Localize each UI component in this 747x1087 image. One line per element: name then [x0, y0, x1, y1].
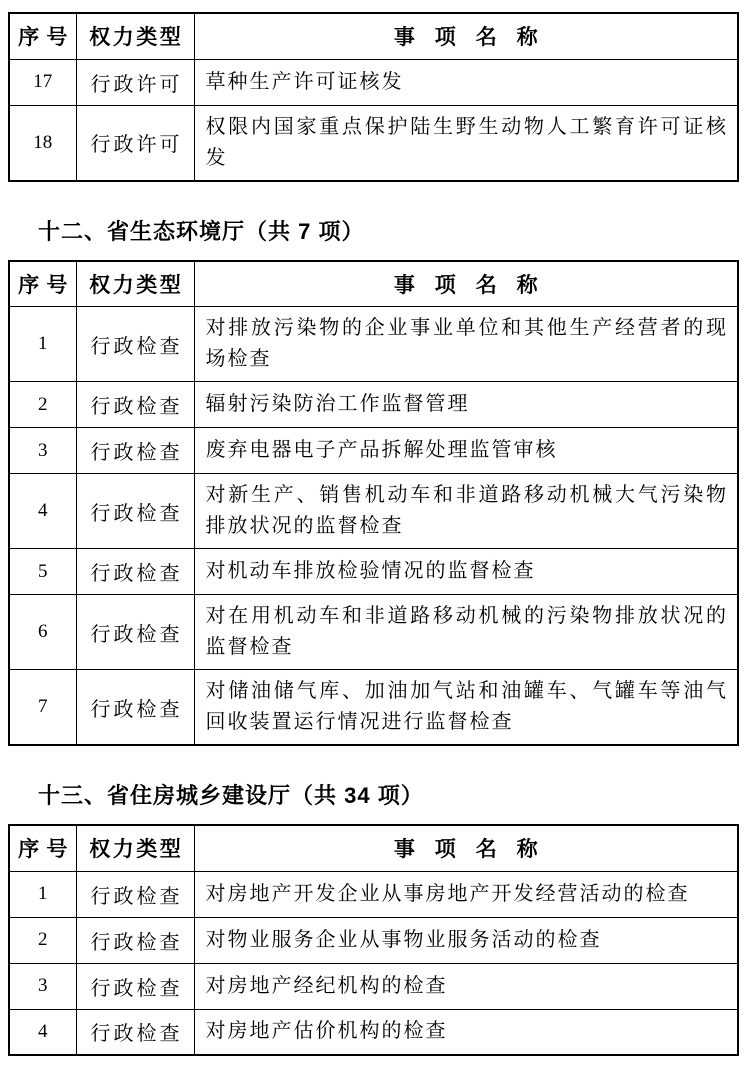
row-number-cell: 1 [9, 871, 76, 917]
power-type-cell [76, 382, 194, 428]
row-number-cell: 2 [9, 917, 76, 963]
table-row [9, 59, 738, 105]
header-col-type-label: 权力类型 [89, 26, 184, 50]
header-col-no [9, 261, 76, 307]
power-type-cell [76, 59, 194, 105]
item-name-cell: 对房地产开发企业从事房地产开发经营活动的检查 [194, 871, 738, 917]
item-name-cell: 对物业服务企业从事物业服务活动的检查 [194, 917, 738, 963]
item-name-cell: 对房地产经纪机构的检查 [194, 963, 738, 1009]
table-row [9, 917, 738, 963]
row-number-cell: 6 [9, 595, 76, 670]
power-type-cell [76, 670, 194, 746]
row-number-cell: 1 [9, 307, 76, 382]
row-number-cell: 2 [9, 382, 76, 428]
power-type-cell [76, 963, 194, 1009]
row-number-cell: 7 [9, 670, 76, 746]
item-name-cell: 对储油储气库、加油加气站和油罐车、气罐车等油气回收装置运行情况进行监督检查 [194, 670, 738, 746]
power-type-label: 行政检查 [90, 931, 183, 954]
row-number-cell: 18 [9, 105, 76, 181]
power-type-cell [76, 428, 194, 474]
power-type-cell [76, 871, 194, 917]
section-heading: 十三、省住房城乡建设厅（共 34 项） [38, 783, 424, 808]
table-row [9, 105, 738, 181]
header-col-type-label: 权力类型 [89, 838, 184, 862]
section-heading: 十二、省生态环境厅（共 7 项） [38, 218, 365, 244]
powers-table [8, 824, 739, 1056]
header-col-type [76, 261, 194, 307]
power-type-label: 行政检查 [90, 977, 183, 1000]
power-type-label: 行政检查 [90, 396, 183, 418]
item-name-cell: 对新生产、销售机动车和非道路移动机械大气污染物排放状况的监督检查 [194, 474, 738, 549]
header-col-type [76, 13, 194, 59]
header-col-no [9, 825, 76, 871]
power-type-label: 行政检查 [90, 885, 183, 908]
power-type-label: 行政检查 [90, 442, 183, 464]
item-name-cell: 对在用机动车和非道路移动机械的污染物排放状况的监督检查 [194, 595, 738, 670]
item-name-cell: 对机动车排放检验情况的监督检查 [194, 549, 738, 595]
power-type-cell [76, 1009, 194, 1055]
row-number-cell: 17 [9, 59, 76, 105]
row-number-cell: 5 [9, 549, 76, 595]
power-type-label: 行政检查 [90, 563, 183, 585]
row-number-cell: 4 [9, 1009, 76, 1055]
table-header-row [9, 261, 738, 307]
header-col-type [76, 825, 194, 871]
power-type-cell [76, 105, 194, 181]
power-type-cell [76, 474, 194, 549]
power-type-label: 行政检查 [90, 623, 183, 646]
table-row [9, 595, 738, 670]
table-row [9, 549, 738, 595]
table-row [9, 428, 738, 474]
header-col-item [194, 13, 738, 59]
powers-table [8, 260, 739, 747]
item-name-cell: 对排放污染物的企业事业单位和其他生产经营者的现场检查 [194, 307, 738, 382]
item-name-cell: 草种生产许可证核发 [194, 59, 738, 105]
header-col-no [9, 13, 76, 59]
item-name-cell: 权限内国家重点保护陆生野生动物人工繁育许可证核发 [194, 105, 738, 181]
power-type-label: 行政检查 [90, 698, 183, 721]
power-type-cell [76, 917, 194, 963]
header-col-item [194, 261, 738, 307]
table-row [9, 670, 738, 746]
header-col-item [194, 825, 738, 871]
header-col-item-label: 事项名称 [393, 838, 558, 862]
power-type-label: 行政许可 [90, 73, 183, 96]
power-type-cell [76, 595, 194, 670]
power-type-label: 行政许可 [90, 134, 183, 156]
item-name-cell: 对房地产估价机构的检查 [194, 1009, 738, 1055]
table-header-row [9, 13, 738, 59]
item-name-cell: 废弃电器电子产品拆解处理监管审核 [194, 428, 738, 474]
powers-table [8, 12, 739, 182]
header-col-no-label: 序号 [18, 26, 75, 50]
item-name-cell: 辐射污染防治工作监督管理 [194, 382, 738, 428]
row-number-cell: 3 [9, 428, 76, 474]
power-type-label: 行政检查 [90, 502, 183, 525]
header-col-no-label: 序号 [18, 838, 75, 862]
header-col-item-label: 事项名称 [393, 273, 558, 297]
power-type-cell [76, 307, 194, 382]
header-col-no-label: 序号 [18, 273, 75, 297]
row-number-cell: 3 [9, 963, 76, 1009]
table-row [9, 871, 738, 917]
table-row [9, 382, 738, 428]
table-row [9, 963, 738, 1009]
table-row [9, 307, 738, 382]
power-type-label: 行政检查 [90, 335, 183, 358]
table-row [9, 1009, 738, 1055]
table-header-row [9, 825, 738, 871]
power-type-cell [76, 549, 194, 595]
row-number-cell: 4 [9, 474, 76, 549]
document-content [8, 12, 739, 1056]
header-col-item-label: 事项名称 [393, 26, 558, 50]
header-col-type-label: 权力类型 [89, 273, 184, 297]
table-row [9, 474, 738, 549]
power-type-label: 行政检查 [90, 1023, 183, 1046]
